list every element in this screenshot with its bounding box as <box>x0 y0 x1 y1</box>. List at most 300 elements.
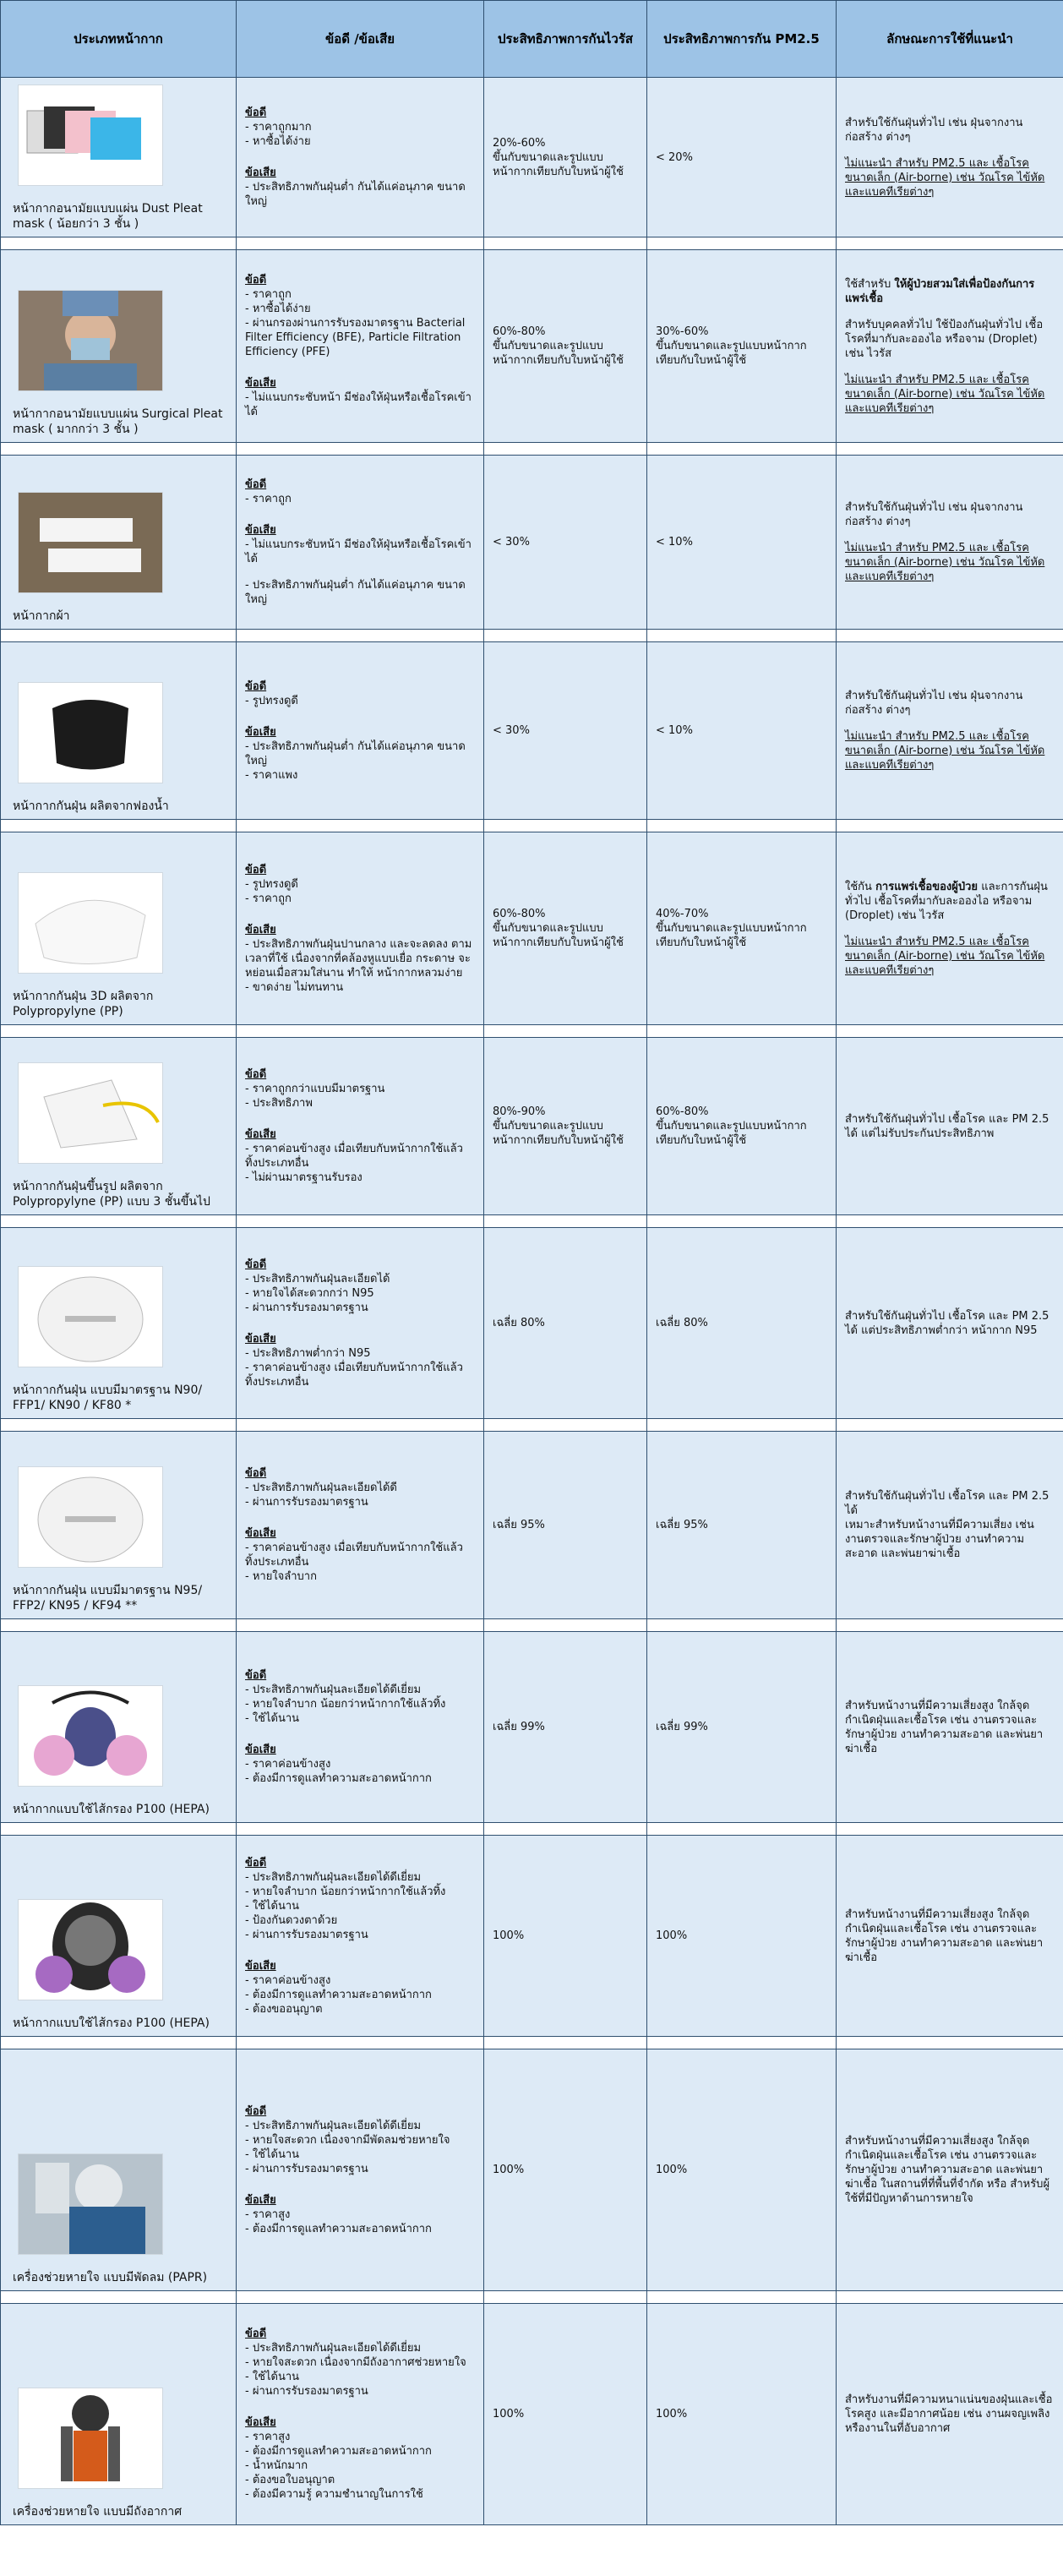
proscons-cell <box>237 456 484 630</box>
pros-label: ข้อดี <box>245 1467 267 1480</box>
usage-recommended: เหมาะสำหรับหน้างานที่มีความเสี่ยง เช่น งานตรวจและรักษาผู้ป่วย งานทำความสะอาด และพ่นยาฆ่าเชื้อ <box>845 1519 1034 1560</box>
virus-efficiency-cell <box>484 1432 647 1619</box>
table-row <box>1 456 1063 630</box>
pros-item: - ผ่านกรองผ่านการรับรองมาตรฐาน Bacterial Filter Efficiency (BFE), Particle Filtration Efficiency (PFE) <box>245 317 466 358</box>
sponge-mask-photo-image <box>19 683 162 783</box>
mask-type-name: หน้ากากแบบใช้ไส้กรอง P100 (HEPA) <box>13 2017 210 2030</box>
spacer-cell <box>647 1025 837 1038</box>
pros-item: - ใช้ได้นาน <box>245 1712 300 1725</box>
row-spacer <box>1 237 1063 250</box>
pros-item: - ใช้ได้นาน <box>245 2371 300 2383</box>
pros-item: - ราคาถูก <box>245 493 292 505</box>
pros-label: ข้อดี <box>245 106 267 119</box>
spacer-cell <box>484 1025 647 1038</box>
scba-photo-image <box>19 2388 162 2488</box>
pm25-efficiency-value: ขึ้นกับขนาดและรูปแบบหน้ากาก เทียบกับใบหน้าผู้ใช้ <box>656 922 807 949</box>
usage-gap <box>845 923 1055 935</box>
spacer-cell <box>237 2037 484 2049</box>
pm25-efficiency-value: 100% <box>656 2164 688 2176</box>
pros-item: - ผ่านการรับรองมาตรฐาน <box>245 2385 368 2398</box>
spacer-cell <box>484 1619 647 1632</box>
cons-item: - ราคาค่อนข้างสูง เมื่อเทียบกับหน้ากากใช้แล้วทิ้งประเภทอื่น <box>245 1542 463 1569</box>
cons-item: - ประสิทธิภาพกันฝุ่นต่ำ กันได้แค่อนุภาค ขนาดใหญ่ <box>245 579 466 606</box>
spacer-cell <box>647 1419 837 1432</box>
pm25-efficiency-value: เฉลี่ย 80% <box>656 1317 708 1329</box>
usage-general: สำหรับใช้กันฝุ่นทั่วไป เชื้อโรค และ PM 2.5 ได้ <box>845 1490 1049 1517</box>
section-gap <box>245 1509 475 1521</box>
papr-photo-image <box>19 2154 162 2254</box>
pros-item: - ประสิทธิภาพกันฝุ่นละเอียดได้ <box>245 1272 390 1285</box>
pm25-efficiency-cell <box>647 250 837 443</box>
pros-item: - ประสิทธิภาพกันฝุ่นละเอียดได้ดีเยี่ยม <box>245 1870 422 1884</box>
cons-item: - ราคาสูง <box>245 2208 291 2221</box>
usage-general: สำหรับใช้กันฝุ่นทั่วไป เช่น ฝุ่นจากงานก่อสร้าง ต่างๆ <box>845 690 1023 717</box>
mask-type-cell <box>1 1632 237 1823</box>
virus-efficiency-value: ขึ้นกับขนาดและรูปแบบ หน้ากากเทียบกับใบหน้าผู้ใช้ <box>493 922 624 949</box>
table-row <box>1 78 1063 237</box>
spacer-cell <box>1 1025 237 1038</box>
pm25-efficiency-value: 30%-60% <box>656 325 709 338</box>
half-face-respirator-photo-image <box>19 1686 162 1786</box>
mask-type-cell <box>1 456 237 630</box>
cons-label: ข้อเสีย <box>245 2193 276 2207</box>
virus-efficiency-value: ขึ้นกับขนาดและรูปแบบ หน้ากากเทียบกับใบหน้าผู้ใช้ <box>493 340 624 367</box>
usage-general: สำหรับหน้างานที่มีความเสี่ยงสูง ใกล้จุดกำเนิดฝุ่นและเชื้อโรค เช่น งานตรวจและรักษาผู้ป่วย งานทำความสะอาด และพ่นยาฆ่าเชื้อ ในสถานที่ที่พื้นที่จำกัด หรือ สำหรับผู้ใช้ที่มีปัญหาด้านการหายใจ <box>845 2135 1050 2205</box>
cons-item: - ต้องมีการดูแลทำความสะอาดหน้ากาก <box>245 1988 432 2001</box>
pros-label: ข้อดี <box>245 1856 267 1869</box>
spacer-cell <box>484 1823 647 1836</box>
pros-item: - ผ่านการรับรองมาตรฐาน <box>245 2162 368 2175</box>
spacer-cell <box>237 2291 484 2304</box>
usage-emphasis: ให้ผู้ป่วยสวมใส่เพื่อป้องกันการแพร่เชื้อ <box>845 277 1035 305</box>
spacer-cell <box>647 2291 837 2304</box>
n90-mask-photo-image <box>19 1267 162 1367</box>
row-spacer <box>1 2291 1063 2304</box>
pros-label: ข้อดี <box>245 2328 267 2340</box>
cons-label: ข้อเสีย <box>245 923 276 936</box>
virus-efficiency-value: ขึ้นกับขนาดและรูปแบบ หน้ากากเทียบกับใบหน้าผู้ใช้ <box>493 1120 624 1147</box>
cons-label: ข้อเสีย <box>245 1527 276 1540</box>
header-virus: ประสิทธิภาพการกันไวรัส <box>484 1 647 78</box>
cons-item: - ไม่แนบกระชับหน้า มีช่องให้ฝุ่นหรือเชื้อโรคเข้าได้ <box>245 391 472 418</box>
3d-pp-mask-photo <box>18 872 163 974</box>
cons-item: - ราคาค่อนข้างสูง <box>245 1973 331 1987</box>
cons-item: - ต้องมีความรู้ ความชำนาญในการใช้ <box>245 2488 423 2501</box>
virus-efficiency-cell <box>484 2304 647 2525</box>
pm25-efficiency-value: < 10% <box>656 724 693 737</box>
full-face-respirator-photo-image <box>19 1900 162 2000</box>
mask-type-name: หน้ากากผ้า <box>13 609 70 623</box>
spacer-cell <box>1 2037 237 2049</box>
table-row <box>1 1038 1063 1215</box>
row-spacer <box>1 2037 1063 2049</box>
pros-item: - ป้องกันดวงตาด้วย <box>245 1913 338 1927</box>
surgical-mask-photo-image <box>19 291 162 390</box>
spacer-cell <box>1 820 237 832</box>
pm25-efficiency-cell <box>647 1836 837 2037</box>
papr-photo <box>18 2153 163 2255</box>
spacer-cell <box>647 630 837 642</box>
mask-type-name: หน้ากากกันฝุ่น ผลิตจากฟองน้ำ <box>13 800 169 813</box>
spacer-cell <box>1 2291 237 2304</box>
spacer-cell <box>1 443 237 456</box>
mask-type-name: เครื่องช่วยหายใจ แบบมีถังอากาศ <box>13 2505 183 2519</box>
pros-item: - ราคาถูกมาก <box>245 121 312 134</box>
virus-efficiency-cell <box>484 1836 647 2037</box>
virus-efficiency-value: 60%-80% <box>493 908 546 920</box>
spacer-cell <box>484 443 647 456</box>
table-row <box>1 642 1063 820</box>
molded-pp-mask-photo <box>18 1062 163 1164</box>
mask-type-name: หน้ากากแบบใช้ไส้กรอง P100 (HEPA) <box>13 1803 210 1816</box>
cons-item: - ประสิทธิภาพกันฝุ่นต่ำ กันได้แค่อนุภาค ขนาดใหญ่ <box>245 740 466 767</box>
virus-efficiency-value: < 30% <box>493 724 530 737</box>
virus-efficiency-value: ขึ้นกับขนาดและรูปแบบ หน้ากากเทียบกับใบหน้าผู้ใช้ <box>493 150 624 178</box>
virus-efficiency-value: เฉลี่ย 99% <box>493 1721 545 1733</box>
pm25-efficiency-cell <box>647 1632 837 1823</box>
cons-label: ข้อเสีย <box>245 1959 276 1973</box>
cons-item: - ต้องขอใบอนุญาต <box>245 2474 335 2486</box>
usage-general: สำหรับงานที่มีความหนาแน่นของฝุ่นและเชื้อโรคสูง และมีอากาศน้อย เช่น งานผจญเพลิง หรืองานในที่อับอากาศ <box>845 2393 1053 2435</box>
cons-item: - ต้องมีการดูแลทำความสะอาดหน้ากาก <box>245 2222 432 2235</box>
spacer-cell <box>484 820 647 832</box>
table-row <box>1 1836 1063 2037</box>
virus-efficiency-value: 100% <box>493 2408 525 2420</box>
sponge-mask-photo <box>18 682 163 783</box>
mask-type-cell <box>1 832 237 1025</box>
cons-item: - ต้องขออนุญาต <box>245 2002 323 2016</box>
cons-label: ข้อเสีย <box>245 1128 276 1141</box>
spacer-cell <box>647 443 837 456</box>
spacer-cell <box>237 1215 484 1228</box>
usage-general: สำหรับหน้างานที่มีความเสี่ยงสูง ใกล้จุดกำเนิดฝุ่นและเชื้อโรค เช่น งานตรวจและรักษาผู้ป่วย งานทำความสะอาด และพ่นยาฆ่าเชื้อ <box>845 1907 1044 1964</box>
spacer-cell <box>837 1025 1063 1038</box>
pros-label: ข้อดี <box>245 863 267 876</box>
mask-type-cell <box>1 2049 237 2291</box>
spacer-cell <box>484 2291 647 2304</box>
usage-gap <box>845 145 1055 156</box>
mask-type-cell <box>1 1038 237 1215</box>
usage-general: สำหรับใช้กันฝุ่นทั่วไป เช่น ฝุ่นจากงานก่อสร้าง ต่างๆ <box>845 501 1023 528</box>
mask-type-cell <box>1 1228 237 1419</box>
cons-item: - ราคาค่อนข้างสูง เมื่อเทียบกับหน้ากากใช้แล้วทิ้งประเภทอื่น <box>245 1143 463 1170</box>
mask-type-cell <box>1 250 237 443</box>
usage-gap <box>845 718 1055 729</box>
pros-item: - ราคาถูก <box>245 892 292 905</box>
usage-cell <box>837 1038 1063 1215</box>
cons-item: - ประสิทธิภาพกันฝุ่นต่ำ กันได้แค่อนุภาค ขนาดใหญ่ <box>245 181 466 208</box>
virus-efficiency-value: 100% <box>493 1929 525 1942</box>
usage-cell <box>837 1632 1063 1823</box>
cons-label: ข้อเสีย <box>245 1332 276 1345</box>
spacer-cell <box>837 820 1063 832</box>
usage-gap <box>845 306 1055 318</box>
pros-item: - ใช้ได้นาน <box>245 1899 300 1913</box>
spacer-cell <box>237 1823 484 1836</box>
pros-item: - ประสิทธิภาพกันฝุ่นละเอียดได้ดีเยี่ยม <box>245 1684 422 1696</box>
pm25-efficiency-cell <box>647 2049 837 2291</box>
cloth-mask-photo-image <box>19 493 162 592</box>
usage-cell <box>837 2049 1063 2291</box>
mask-type-cell <box>1 642 237 820</box>
usage-general: สำหรับใช้กันฝุ่นทั่วไป เช่น ฝุ่นจากงานก่อสร้าง ต่างๆ <box>845 116 1023 144</box>
header-row <box>1 1 1063 78</box>
usage-general: สำหรับใช้กันฝุ่นทั่วไป เชื้อโรค และ PM 2.5 ได้ แต่ประสิทธิภาพต่ำกว่า หน้ากาก N95 <box>845 1309 1049 1337</box>
spacer-cell <box>484 237 647 250</box>
pm25-efficiency-cell <box>647 1038 837 1215</box>
cons-label: ข้อเสีย <box>245 1744 276 1756</box>
section-gap <box>245 906 475 918</box>
pm25-efficiency-cell <box>647 642 837 820</box>
3d-pp-mask-photo-image <box>19 873 162 973</box>
usage-cell <box>837 250 1063 443</box>
spacer-cell <box>484 1215 647 1228</box>
section-gap <box>245 359 475 371</box>
pros-label: ข้อดี <box>245 2104 267 2118</box>
pros-item: - หายใจสะดวก เนื่องจากมีถังอากาศช่วยหายใจ <box>245 2356 466 2369</box>
pm25-efficiency-value: 40%-70% <box>656 908 709 920</box>
pm25-efficiency-value: 100% <box>656 2408 688 2420</box>
cons-item: - ราคาแพง <box>245 768 298 782</box>
virus-efficiency-cell <box>484 1038 647 1215</box>
pros-item: - ผ่านการรับรองมาตรฐาน <box>245 1928 368 1941</box>
pros-item: - ประสิทธิภาพ <box>245 1097 313 1110</box>
usage-cell <box>837 1836 1063 2037</box>
row-spacer <box>1 820 1063 832</box>
section-gap <box>245 1111 475 1122</box>
pros-item: - ผ่านการรับรองมาตรฐาน <box>245 1496 368 1509</box>
usage-cell <box>837 456 1063 630</box>
section-gap <box>245 1315 475 1327</box>
usage-general: สำหรับหน้างานที่มีความเสี่ยงสูง ใกล้จุดกำเนิดฝุ่นและเชื้อโรค เช่น งานตรวจและรักษาผู้ป่วย งานทำความสะอาด และพ่นยาฆ่าเชื้อ <box>845 1699 1044 1755</box>
header-pm25: ประสิทธิภาพการกัน PM2.5 <box>647 1 837 78</box>
usage-not-recommended: ไม่แนะนำ สำหรับ PM2.5 และ เชื้อโรคขนาดเล็ก (Air-borne) เช่น วัณโรค ไข้หัด และแบคทีเรียต่างๆ <box>845 156 1045 199</box>
spacer-cell <box>837 1215 1063 1228</box>
virus-efficiency-cell <box>484 1228 647 1419</box>
n90-mask-photo <box>18 1266 163 1367</box>
pros-item: - ผ่านการรับรองมาตรฐาน <box>245 1301 368 1314</box>
pm25-efficiency-value: เฉลี่ย 95% <box>656 1519 708 1531</box>
n95-mask-photo <box>18 1466 163 1568</box>
cons-item: - ราคาค่อนข้างสูง เมื่อเทียบกับหน้ากากใช้แล้วทิ้งประเภทอื่น <box>245 1361 463 1389</box>
pros-item: - หายใจลำบาก น้อยกว่าหน้ากากใช้แล้วทิ้ง <box>245 1885 446 1898</box>
spacer-cell <box>647 1619 837 1632</box>
mask-type-name: หน้ากากกันฝุ่นขึ้นรูป ผลิตจาก Polypropylyne (PP) แบบ 3 ชั้นขึ้นไป <box>13 1180 210 1209</box>
pm25-efficiency-value: < 20% <box>656 150 693 164</box>
section-gap <box>245 2176 475 2188</box>
spacer-cell <box>237 1419 484 1432</box>
pros-label: ข้อดี <box>245 274 267 287</box>
cons-item: - ราคาสูง <box>245 2431 291 2443</box>
cons-label: ข้อเสีย <box>245 725 276 739</box>
usage-emphasis: การแพร่เชื้อของผู้ป่วย <box>875 880 979 893</box>
molded-pp-mask-photo-image <box>19 1063 162 1163</box>
usage-patient-note: ใช้สำหรับ ให้ผู้ป่วยสวมใส่เพื่อป้องกันการแพร่เชื้อ <box>845 277 1035 305</box>
spacer-cell <box>1 237 237 250</box>
scba-photo <box>18 2388 163 2489</box>
pm25-efficiency-value: 100% <box>656 1929 688 1942</box>
row-spacer <box>1 1823 1063 1836</box>
table-row <box>1 2304 1063 2525</box>
section-gap <box>245 506 475 518</box>
spacer-cell <box>237 443 484 456</box>
virus-efficiency-cell <box>484 456 647 630</box>
spacer-cell <box>484 1419 647 1432</box>
pros-label: ข้อดี <box>245 478 267 491</box>
spacer-cell <box>837 443 1063 456</box>
proscons-cell <box>237 2049 484 2291</box>
table-row <box>1 250 1063 443</box>
pros-item: - หาซื้อได้ง่าย <box>245 303 311 315</box>
pros-label: ข้อดี <box>245 1068 267 1081</box>
row-spacer <box>1 443 1063 456</box>
pm25-efficiency-cell <box>647 456 837 630</box>
pros-item: - หาซื้อได้ง่าย <box>245 135 311 148</box>
pros-item: - รูปทรงดูดี <box>245 877 298 891</box>
virus-efficiency-cell <box>484 1632 647 1823</box>
usage-general: สำหรับใช้กันฝุ่นทั่วไป เชื้อโรค และ PM 2.5 ได้ แต่ไม่รับประกันประสิทธิภาพ <box>845 1112 1049 1140</box>
pm25-efficiency-value: 60%-80% <box>656 1105 709 1118</box>
spacer-cell <box>647 2037 837 2049</box>
virus-efficiency-value: 80%-90% <box>493 1105 546 1118</box>
usage-general: สำหรับบุคคลทั่วไป ใช้ป้องกันฝุ่นทั่วไป เชื้อโรคที่มากับละอองไอ หรือจาม (Droplet) เช่น ไวรัส <box>845 318 1044 360</box>
virus-efficiency-cell <box>484 642 647 820</box>
proscons-cell <box>237 642 484 820</box>
spacer-cell <box>237 1025 484 1038</box>
mask-type-name: หน้ากากอนามัยแบบแผ่น Surgical Pleat mask ( มากกว่า 3 ชั้น ) <box>13 407 223 436</box>
usage-cell <box>837 78 1063 237</box>
row-spacer <box>1 1619 1063 1632</box>
spacer-cell <box>837 1619 1063 1632</box>
proscons-cell <box>237 1432 484 1619</box>
table-row <box>1 1432 1063 1619</box>
n95-mask-photo-image <box>19 1467 162 1567</box>
table-row <box>1 1632 1063 1823</box>
cloth-mask-photo <box>18 492 163 593</box>
pros-item: - ใช้ได้นาน <box>245 2148 300 2161</box>
cons-label: ข้อเสีย <box>245 524 276 537</box>
cons-label: ข้อเสีย <box>245 377 276 390</box>
virus-efficiency-value: เฉลี่ย 80% <box>493 1317 545 1329</box>
virus-efficiency-value: 60%-80% <box>493 325 546 338</box>
cons-item: - ราคาค่อนข้างสูง <box>245 1758 331 1771</box>
mask-type-cell <box>1 1432 237 1619</box>
virus-efficiency-cell <box>484 250 647 443</box>
pros-item: - หายใจสะดวก เนื่องจากมีพัดลมช่วยหายใจ <box>245 2133 450 2147</box>
spacer-cell <box>1 1619 237 1632</box>
pros-item: - หายใจลำบาก น้อยกว่าหน้ากากใช้แล้วทิ้ง <box>245 1698 446 1711</box>
spacer-cell <box>237 1619 484 1632</box>
pros-item: - ประสิทธิภาพกันฝุ่นละเอียดได้ดีเยี่ยม <box>245 2342 422 2355</box>
spacer-cell <box>237 630 484 642</box>
cons-label: ข้อเสีย <box>245 166 276 179</box>
half-face-respirator-photo <box>18 1685 163 1787</box>
dust-pleat-mask-photo-image <box>19 85 162 185</box>
proscons-cell <box>237 78 484 237</box>
proscons-cell <box>237 1632 484 1823</box>
pros-label: ข้อดี <box>245 1669 267 1682</box>
pros-item: - หายใจได้สะดวกกว่า N95 <box>245 1286 374 1300</box>
virus-efficiency-value: 20%-60% <box>493 136 546 150</box>
proscons-cell <box>237 832 484 1025</box>
proscons-cell <box>237 1038 484 1215</box>
table-row <box>1 1228 1063 1419</box>
section-gap <box>245 708 475 720</box>
mask-type-cell <box>1 78 237 237</box>
cons-item: - ไม่ผ่านมาตรฐานรับรอง <box>245 1171 363 1184</box>
usage-cell <box>837 1432 1063 1619</box>
section-gap <box>245 1726 475 1738</box>
pm25-efficiency-cell <box>647 1228 837 1419</box>
spacer-cell <box>1 1823 237 1836</box>
usage-not-recommended: ไม่แนะนำ สำหรับ PM2.5 และ เชื้อโรคขนาดเล็ก (Air-borne) เช่น วัณโรค ไข้หัด และแบคทีเรียต่างๆ <box>845 730 1045 772</box>
spacer-cell <box>237 820 484 832</box>
spacer-cell <box>647 237 837 250</box>
pros-item: - ประสิทธิภาพกันฝุ่นละเอียดได้ดี <box>245 1482 397 1494</box>
mask-type-cell <box>1 2304 237 2525</box>
pm25-efficiency-value: ขึ้นกับขนาดและรูปแบบหน้ากาก เทียบกับใบหน้าผู้ใช้ <box>656 340 807 367</box>
usage-cell <box>837 2304 1063 2525</box>
virus-efficiency-cell <box>484 832 647 1025</box>
dust-pleat-mask-photo <box>18 85 163 186</box>
mask-type-name: หน้ากากกันฝุ่น 3D ผลิตจาก Polypropylyne (PP) <box>13 990 154 1018</box>
pm25-efficiency-cell <box>647 1432 837 1619</box>
mask-type-name: เครื่องช่วยหายใจ แบบมีพัดลม (PAPR) <box>13 2271 208 2284</box>
pros-label: ข้อดี <box>245 679 267 693</box>
cons-item: - ไม่แนบกระชับหน้า มีช่องให้ฝุ่นหรือเชื้อโรคเข้าได้ <box>245 538 472 565</box>
table-row <box>1 2049 1063 2291</box>
mask-type-name: หน้ากากกันฝุ่น แบบมีมาตรฐาน N95/ FFP2/ KN95 / KF94 ** <box>13 1584 203 1613</box>
spacer-cell <box>647 1823 837 1836</box>
pm25-efficiency-value: เฉลี่ย 99% <box>656 1721 708 1733</box>
pros-item: - รูปทรงดูดี <box>245 694 298 707</box>
section-gap <box>245 1942 475 1954</box>
usage-not-recommended: ไม่แนะนำ สำหรับ PM2.5 และ เชื้อโรคขนาดเล็ก (Air-borne) เช่น วัณโรค ไข้หัด และแบคทีเรียต่างๆ <box>845 542 1045 583</box>
usage-gap <box>845 361 1055 373</box>
virus-efficiency-cell <box>484 78 647 237</box>
cons-item: - ขาดง่าย ไม่ทนทาน <box>245 980 344 994</box>
spacer-cell <box>837 1419 1063 1432</box>
proscons-cell <box>237 1836 484 2037</box>
pros-label: ข้อดี <box>245 1258 267 1271</box>
header-type: ประเภทหน้ากาก <box>1 1 237 78</box>
spacer-cell <box>1 630 237 642</box>
spacer-cell <box>484 630 647 642</box>
cons-item: - หายใจลำบาก <box>245 1570 317 1583</box>
usage-not-recommended: ไม่แนะนำ สำหรับ PM2.5 และ เชื้อโรคขนาดเล็ก (Air-borne) เช่น วัณโรค ไข้หัด และแบคทีเรียต่างๆ <box>845 373 1045 415</box>
usage-cell <box>837 1228 1063 1419</box>
proscons-cell <box>237 1228 484 1419</box>
pm25-efficiency-cell <box>647 78 837 237</box>
usage-general: ใช้กัน การแพร่เชื้อของผู้ป่วย และการกันฝุ่นทั่วไป เชื้อโรคที่มากับละอองไอ หรือจาม (Droplet) เช่น ไวรัส <box>845 880 1048 922</box>
table-body <box>1 78 1063 2525</box>
surgical-mask-photo <box>18 290 163 391</box>
spacer-cell <box>647 820 837 832</box>
cons-item: - ประสิทธิภาพต่ำกว่า N95 <box>245 1346 371 1360</box>
spacer-cell <box>837 237 1063 250</box>
pm25-efficiency-value: ขึ้นกับขนาดและรูปแบบหน้ากาก เทียบกับใบหน้าผู้ใช้ <box>656 1120 807 1147</box>
section-gap <box>245 149 475 161</box>
cons-item: - ต้องมีการดูแลทำความสะอาดหน้ากาก <box>245 2445 432 2458</box>
table-row <box>1 832 1063 1025</box>
spacer-cell <box>1 1419 237 1432</box>
cons-item: - ประสิทธิภาพกันฝุ่นปานกลาง และจะลดลง ตามเวลาที่ใช้ เนื่องจากที่คล้องหูแบบเยื่อ กระดาษ จะหย่อนเมื่อสวมใส่นาน ทำให้ หน้ากากหลวมง่าย <box>245 937 472 980</box>
section-gap <box>245 2399 475 2410</box>
pros-item: - ประสิทธิภาพกันฝุ่นละเอียดได้ดีเยี่ยม <box>245 2119 422 2132</box>
proscons-cell <box>237 250 484 443</box>
spacer-cell <box>837 1823 1063 1836</box>
pros-item: - ราคาถูกกว่าแบบมีมาตรฐาน <box>245 1083 385 1095</box>
